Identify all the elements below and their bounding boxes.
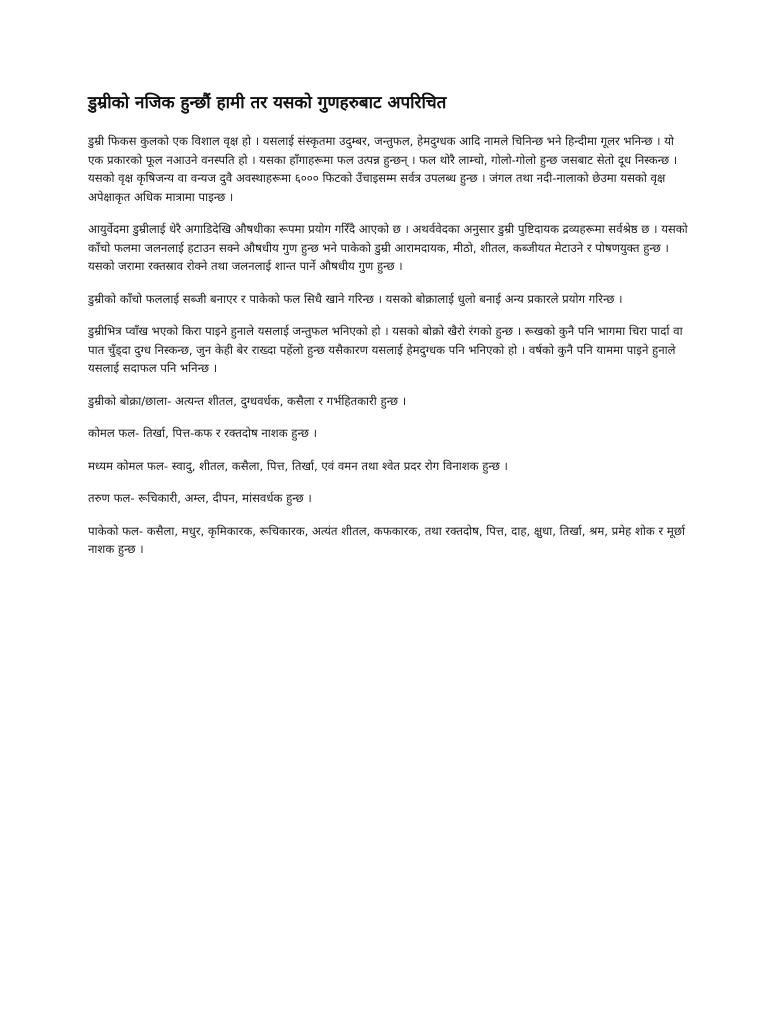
paragraph-tender-fruit: कोमल फल- तिर्खा, पित्त-कफ र रक्तदोष नाशक हुन्छ ।	[88, 426, 317, 440]
paragraph-ayurveda: आयुर्वेदमा डुम्रीलाई धेरै अगाडिदेखि औषधीका रूपमा प्रयोग गरिँदै आएको छ । अथर्ववेदका अनुसार डुम्री पुष्टिदायक द्रव्यहरूमा सर्वश्रेष्ठ छ । यसको काँचो फलमा जलनलाई हटाउन सक्ने औषधीय गुण हुन्छ भने पाकेको डुम्री आरामदायक, मीठो, शीतल, कब्जीयत मेटाउने र पोषणयुक्त हुन्छ । यसको जरामा रक्तस्राव रोक्ने तथा जलनलाई शान्त पार्ने औषधीय गुण हुन्छ ।	[88, 222, 688, 273]
document-title: डुम्रीको नजिक हुन्छौं हामी तर यसको गुणहरुबाट अपरिचित	[88, 93, 447, 113]
paragraph-ripe-fruit: पाकेको फल- कसैला, मधुर, कृमिकारक, रूचिकारक, अत्यंत शीतल, कफकारक, तथा रक्तदोष, पित्त, दाह, क्षुधा, तिर्खा, श्रम, प्रमेह शोक र मूर्छा नाशक हुन्छ ।	[88, 523, 685, 556]
paragraph-bark: डुम्रीको बोक्रा/छाला- अत्यन्त शीतल, दुग्धवर्धक, कसैला र गर्भहितकारी हुन्छ ।	[88, 393, 407, 408]
paragraph-young-fruit: तरुण फल- रूचिकारी, अम्ल, दीपन, मांसवर्धक हुन्छ ।	[88, 491, 312, 505]
document-page	[88, 92, 688, 573]
paragraph-intro: डुम्री फिकस कुलको एक विशाल वृक्ष हो । यसलाई संस्कृतमा उदुम्बर, जन्तुफल, हेमदुग्धक आदि नामले चिनिन्छ भने हिन्दीमा गूलर भनिन्छ । यो एक प्रकारको फूल नआउने वनस्पति हो । यसका हाँगाहरूमा फल उत्पन्न हुन्छन् । फल थोरै लाम्चो, गोलो-गोलो हुन्छ जसबाट सेतो दूध निस्कन्छ । यसको वृक्ष कृषिजन्य वा वन्यज दुवै अवस्थाहरूमा ६००० फिटको उँचाइसम्म सर्वत्र उपलब्ध हुन्छ । जंगल तथा नदी-नालाको छेउमा यसको वृक्ष अपेक्षाकृत अधिक मात्रामा पाइन्छ ।	[88, 134, 678, 204]
paragraph-usage: डुम्रीको काँचो फललाई सब्जी बनाएर र पाकेको फल सिधै खाने गरिन्छ । यसको बोक्रालाई धुलो बनाई अन्य प्रकारले प्रयोग गरिन्छ ।	[88, 291, 623, 306]
paragraph-naming: डुम्रीभित्र प्वाँख भएको किरा पाइने हुनाले यसलाई जन्तुफल भनिएको हो । यसको बोक्रो खैरो रंगको हुन्छ । रूखको कुनै पनि भागमा चिरा पार्दा वा पात चुँड्दा दुग्ध निस्कन्छ, जुन केही बेर राख्दा पहेंलो हुन्छ यसैकारण यसलाई हेमदुग्धक पनि भनिएको हो । वर्षको कुनै पनि याममा पाइने हुनाले यसलाई सदाफल पनि भनिन्छ ।	[88, 324, 683, 375]
paragraph-medium-fruit: मध्यम कोमल फल- स्वादु, शीतल, कसैला, पित्त, तिर्खा, एवं वमन तथा श्वेत प्रदर रोग विनाशक हुन्छ ।	[88, 458, 508, 473]
